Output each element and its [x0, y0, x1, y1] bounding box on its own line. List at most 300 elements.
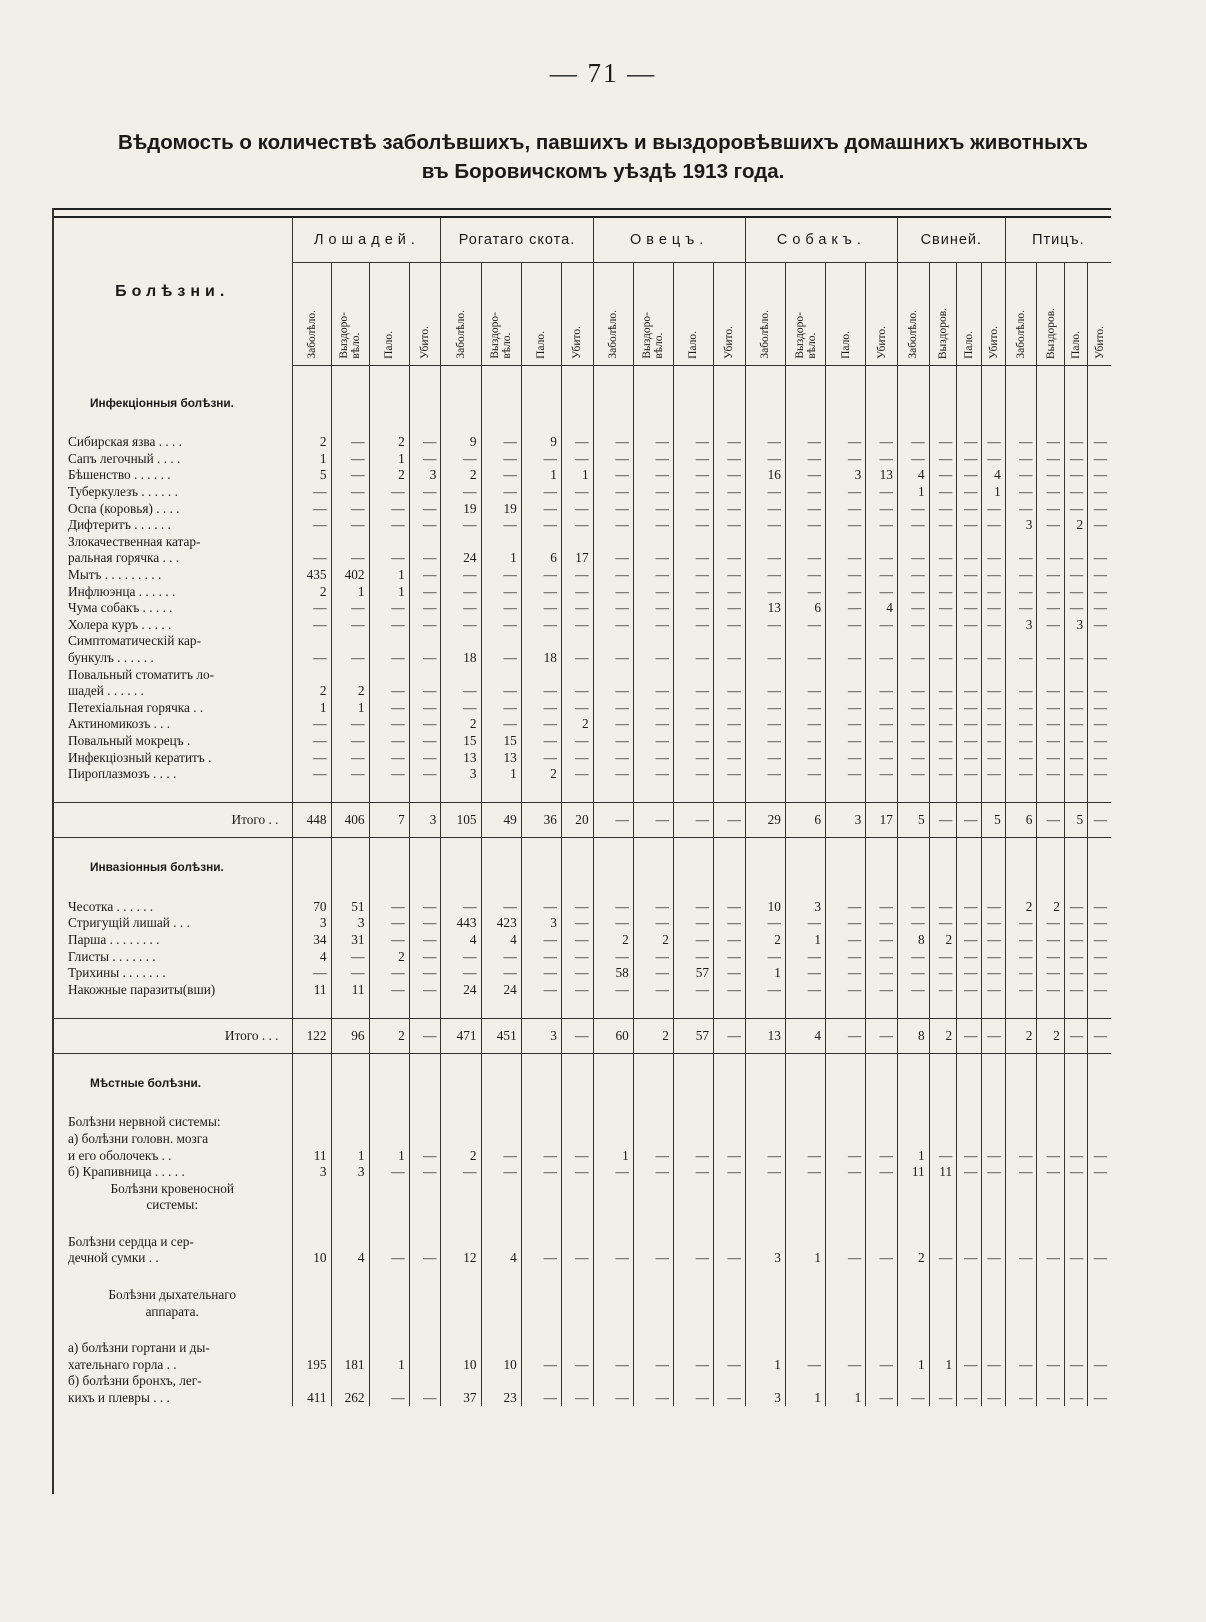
count-cell: 2 [441, 1147, 481, 1164]
table-row [52, 716, 1111, 733]
count-cell: — [866, 749, 898, 766]
count-cell: — [745, 749, 785, 766]
disease-name: Туберкулезъ . . . . . . [68, 484, 178, 500]
count-cell: — [409, 765, 441, 782]
count-cell: — [593, 450, 633, 467]
subcolumn-label: Заболѣло. [607, 310, 620, 359]
empty-cell [1088, 414, 1111, 434]
count-cell: — [745, 649, 785, 666]
count-cell: — [957, 516, 982, 533]
count-cell: — [1005, 931, 1037, 948]
count-cell: — [714, 765, 746, 782]
empty-cell [633, 1286, 673, 1303]
empty-cell [561, 1213, 593, 1233]
count-cell: 3 [745, 1250, 785, 1267]
count-cell: — [481, 649, 521, 666]
total-cell: — [982, 1018, 1005, 1053]
empty-cell [1088, 1233, 1111, 1250]
empty-cell [633, 1319, 673, 1339]
count-cell: — [1064, 649, 1087, 666]
count-cell: — [982, 1356, 1005, 1373]
count-cell: — [1064, 964, 1087, 981]
count-cell: — [897, 616, 929, 633]
count-cell: — [441, 450, 481, 467]
count-cell: — [409, 1147, 441, 1164]
empty-cell [521, 1339, 561, 1356]
count-cell: — [593, 682, 633, 699]
count-cell: — [673, 583, 713, 600]
empty-cell [673, 837, 713, 858]
empty-cell [866, 1053, 898, 1074]
count-cell: 3 [331, 1163, 369, 1180]
count-cell: — [785, 483, 825, 500]
count-cell: — [1037, 483, 1064, 500]
empty-cell [561, 394, 593, 414]
count-cell [369, 633, 409, 650]
text-row [52, 1130, 1111, 1147]
count-cell: — [897, 550, 929, 567]
empty-cell [673, 414, 713, 434]
count-cell: — [785, 500, 825, 517]
count-cell: — [593, 749, 633, 766]
empty-cell [1005, 1053, 1037, 1074]
empty-cell [331, 1130, 369, 1147]
count-cell: — [561, 1147, 593, 1164]
empty-cell [633, 782, 673, 803]
empty-cell [561, 1319, 593, 1339]
count-cell: 11 [331, 981, 369, 998]
empty-cell [866, 414, 898, 434]
subsection-heading-label: аппарата. [145, 1303, 199, 1319]
count-cell: — [866, 450, 898, 467]
empty-cell [52, 366, 293, 394]
subcolumn-label: Убито. [1093, 326, 1106, 359]
empty-cell [1064, 782, 1087, 803]
empty-cell [593, 1319, 633, 1339]
count-cell: 12 [441, 1250, 481, 1267]
count-cell: — [1005, 732, 1037, 749]
count-cell: — [331, 483, 369, 500]
count-cell: — [369, 931, 409, 948]
empty-cell [561, 1266, 593, 1286]
count-cell: — [714, 948, 746, 965]
count-cell: — [826, 450, 866, 467]
count-cell: — [369, 599, 409, 616]
count-cell: — [897, 682, 929, 699]
count-cell [593, 666, 633, 683]
count-cell: — [409, 583, 441, 600]
empty-cell [52, 414, 293, 434]
count-cell: 1 [897, 1356, 929, 1373]
count-cell: 3 [331, 915, 369, 932]
empty-cell [521, 394, 561, 414]
empty-cell [409, 998, 441, 1019]
count-cell: — [745, 434, 785, 451]
count-cell: — [369, 699, 409, 716]
empty-cell [1005, 1197, 1037, 1214]
count-cell: 1 [331, 699, 369, 716]
subcolumn-header [826, 263, 866, 366]
count-cell: — [982, 1163, 1005, 1180]
count-cell: — [1037, 434, 1064, 451]
empty-cell [369, 1303, 409, 1320]
empty-cell [929, 1114, 956, 1131]
empty-cell [331, 1197, 369, 1214]
count-cell: — [481, 616, 521, 633]
count-cell: — [897, 1389, 929, 1406]
count-cell: — [1005, 1250, 1037, 1267]
count-cell: — [1088, 516, 1111, 533]
empty-cell [714, 1303, 746, 1320]
empty-cell [409, 1180, 441, 1197]
empty-cell [826, 1233, 866, 1250]
empty-cell [1005, 1339, 1037, 1356]
spacer-row [52, 414, 1111, 434]
empty-cell [929, 1266, 956, 1286]
empty-cell [409, 414, 441, 434]
count-cell: — [957, 964, 982, 981]
count-cell: — [866, 616, 898, 633]
count-cell [982, 533, 1005, 550]
count-cell [1005, 666, 1037, 683]
count-cell: — [866, 898, 898, 915]
text-row-label: а) болѣзни гортани и ды- [68, 1340, 210, 1356]
empty-cell [785, 1339, 825, 1356]
count-cell [957, 633, 982, 650]
count-cell [1088, 633, 1111, 650]
count-cell: — [633, 616, 673, 633]
count-cell: — [1005, 682, 1037, 699]
count-cell: — [929, 981, 956, 998]
empty-cell [293, 1303, 331, 1320]
count-cell: — [293, 716, 331, 733]
empty-cell [369, 366, 409, 394]
count-cell [745, 666, 785, 683]
count-cell: — [826, 964, 866, 981]
count-cell: — [1088, 898, 1111, 915]
count-cell: — [633, 732, 673, 749]
count-cell: 2 [1064, 516, 1087, 533]
count-cell: — [441, 1163, 481, 1180]
animal-group-header: Овецъ. [593, 217, 745, 263]
empty-cell [369, 1130, 409, 1147]
empty-cell [982, 878, 1005, 898]
count-cell: — [1037, 500, 1064, 517]
count-cell [521, 633, 561, 650]
empty-cell [481, 1114, 521, 1131]
count-cell: — [957, 898, 982, 915]
empty-cell [929, 1303, 956, 1320]
empty-cell [521, 782, 561, 803]
empty-cell [982, 1074, 1005, 1094]
count-cell: — [866, 931, 898, 948]
empty-cell [331, 1114, 369, 1131]
empty-cell [673, 1319, 713, 1339]
section-heading-label: Мѣстные болѣзни. [90, 1076, 201, 1091]
empty-cell [409, 366, 441, 394]
empty-cell [957, 1197, 982, 1214]
count-cell: — [785, 467, 825, 484]
count-cell: — [897, 500, 929, 517]
count-cell: — [593, 1163, 633, 1180]
empty-cell [826, 1130, 866, 1147]
count-cell: 15 [441, 732, 481, 749]
count-cell: — [957, 450, 982, 467]
count-cell [481, 666, 521, 683]
subsection-heading [52, 1286, 1111, 1303]
empty-cell [409, 1074, 441, 1094]
count-cell: — [561, 516, 593, 533]
count-cell: — [369, 649, 409, 666]
count-cell: 70 [293, 898, 331, 915]
empty-cell [593, 1213, 633, 1233]
count-cell: — [593, 765, 633, 782]
spacer-row [52, 1266, 1111, 1286]
count-cell: — [673, 948, 713, 965]
count-cell: — [441, 964, 481, 981]
count-cell: — [593, 1389, 633, 1406]
total-cell: 60 [593, 1018, 633, 1053]
count-cell: — [331, 616, 369, 633]
spacer-row [52, 998, 1111, 1019]
empty-cell [982, 1130, 1005, 1147]
disease-name: шадей . . . . . . [68, 683, 144, 699]
empty-cell [866, 837, 898, 858]
count-cell: — [714, 500, 746, 517]
count-cell: — [561, 649, 593, 666]
count-cell: 1 [369, 1356, 409, 1373]
empty-cell [1005, 1233, 1037, 1250]
count-cell: 1 [369, 566, 409, 583]
empty-cell [293, 1180, 331, 1197]
count-cell [826, 533, 866, 550]
count-cell: 1 [293, 699, 331, 716]
empty-cell [409, 1319, 441, 1339]
count-cell: 3 [293, 915, 331, 932]
count-cell: — [521, 450, 561, 467]
empty-cell [1005, 1303, 1037, 1320]
empty-cell [866, 1266, 898, 1286]
empty-cell [293, 1130, 331, 1147]
count-cell: — [982, 1147, 1005, 1164]
count-cell: — [957, 1389, 982, 1406]
count-cell: 1 [826, 1389, 866, 1406]
count-cell [957, 666, 982, 683]
empty-cell [897, 782, 929, 803]
empty-cell [826, 1053, 866, 1074]
empty-cell [929, 414, 956, 434]
count-cell [929, 633, 956, 650]
count-cell: 58 [593, 964, 633, 981]
empty-cell [714, 998, 746, 1019]
empty-cell [826, 366, 866, 394]
empty-cell [441, 1303, 481, 1320]
count-cell: — [1064, 931, 1087, 948]
count-cell: — [481, 467, 521, 484]
total-cell: 5 [897, 802, 929, 837]
table-row [52, 964, 1111, 981]
empty-cell [331, 858, 369, 878]
count-cell: 2 [441, 467, 481, 484]
empty-cell [561, 1286, 593, 1303]
empty-cell [1037, 394, 1064, 414]
empty-cell [1088, 1266, 1111, 1286]
count-cell: — [293, 599, 331, 616]
table-row [52, 467, 1111, 484]
count-cell: — [826, 898, 866, 915]
total-cell: 49 [481, 802, 521, 837]
count-cell: — [1037, 948, 1064, 965]
count-cell: — [826, 483, 866, 500]
count-cell: 3 [1064, 616, 1087, 633]
subcolumn-header [745, 263, 785, 366]
empty-cell [561, 366, 593, 394]
empty-cell [441, 1197, 481, 1214]
disease-name: Дифтеритъ . . . . . . [68, 517, 171, 533]
count-cell: — [866, 1163, 898, 1180]
empty-cell [293, 1373, 331, 1390]
empty-cell [441, 1053, 481, 1074]
count-cell: — [866, 699, 898, 716]
count-cell: — [714, 566, 746, 583]
count-cell [441, 533, 481, 550]
count-cell: — [1064, 749, 1087, 766]
count-cell: 3 [293, 1163, 331, 1180]
count-cell: — [1037, 716, 1064, 733]
count-cell: — [866, 1250, 898, 1267]
empty-cell [714, 414, 746, 434]
count-cell: — [593, 716, 633, 733]
section-heading [52, 394, 1111, 414]
empty-cell [369, 998, 409, 1019]
empty-cell [1037, 1197, 1064, 1214]
count-cell: — [826, 1163, 866, 1180]
subcolumn-header [785, 263, 825, 366]
empty-cell [409, 1373, 441, 1390]
empty-cell [441, 1339, 481, 1356]
empty-cell [293, 998, 331, 1019]
total-cell: 17 [866, 802, 898, 837]
empty-cell [982, 414, 1005, 434]
count-cell: — [441, 483, 481, 500]
subsection-heading-label: Болѣзни кровеносной [110, 1180, 234, 1196]
count-cell: — [826, 1147, 866, 1164]
count-cell: — [714, 964, 746, 981]
count-cell: — [714, 599, 746, 616]
count-cell: — [785, 948, 825, 965]
statistics-table-wrapper [52, 208, 1111, 1406]
empty-cell [745, 782, 785, 803]
count-cell: — [593, 516, 633, 533]
count-cell: — [957, 616, 982, 633]
count-cell: — [957, 467, 982, 484]
count-cell: — [929, 749, 956, 766]
table-row [52, 583, 1111, 600]
count-cell: — [957, 765, 982, 782]
count-cell: 2 [369, 467, 409, 484]
empty-cell [826, 394, 866, 414]
count-cell: 10 [293, 1250, 331, 1267]
empty-cell [52, 878, 293, 898]
empty-cell [593, 1074, 633, 1094]
empty-cell [957, 1130, 982, 1147]
empty-cell [826, 878, 866, 898]
subcolumn-label: Пало. [687, 331, 700, 359]
count-cell: 31 [331, 931, 369, 948]
empty-cell [673, 1114, 713, 1131]
empty-cell [1037, 1286, 1064, 1303]
empty-cell [957, 1266, 982, 1286]
count-cell: — [714, 450, 746, 467]
empty-cell [633, 366, 673, 394]
count-cell: — [441, 616, 481, 633]
count-cell: 402 [331, 566, 369, 583]
count-cell: — [409, 964, 441, 981]
count-cell: — [957, 749, 982, 766]
count-cell: 8 [897, 931, 929, 948]
empty-cell [481, 1053, 521, 1074]
count-cell [982, 666, 1005, 683]
empty-cell [929, 858, 956, 878]
count-cell [1088, 666, 1111, 683]
empty-cell [293, 1197, 331, 1214]
subcolumn-label: Пало. [535, 331, 548, 359]
count-cell: — [369, 915, 409, 932]
count-cell: — [633, 1147, 673, 1164]
count-cell: — [673, 1147, 713, 1164]
count-cell: — [1088, 1389, 1111, 1406]
count-cell: — [785, 732, 825, 749]
empty-cell [745, 1094, 785, 1114]
empty-cell [52, 1319, 293, 1339]
count-cell: — [441, 516, 481, 533]
empty-cell [409, 1286, 441, 1303]
count-cell: — [957, 500, 982, 517]
empty-cell [866, 1197, 898, 1214]
total-cell: 3 [521, 1018, 561, 1053]
count-cell: — [293, 500, 331, 517]
subcolumn-header [1064, 263, 1087, 366]
total-cell: 2 [369, 1018, 409, 1053]
empty-cell [714, 1266, 746, 1286]
title-line-1: Вѣдомость о количествѣ заболѣвшихъ, павшихъ и выздоровѣвшихъ домашнихъ животныхъ [118, 131, 1088, 154]
empty-cell [561, 858, 593, 878]
count-cell: 2 [633, 931, 673, 948]
table-row [52, 682, 1111, 699]
count-cell: — [1088, 1147, 1111, 1164]
count-cell: — [785, 616, 825, 633]
count-cell: — [633, 516, 673, 533]
count-cell: — [409, 616, 441, 633]
header-group-row [52, 217, 1111, 263]
count-cell: — [745, 981, 785, 998]
empty-cell [1005, 1074, 1037, 1094]
count-cell: — [957, 915, 982, 932]
count-cell: — [929, 599, 956, 616]
empty-cell [441, 837, 481, 858]
empty-cell [633, 1303, 673, 1320]
count-cell: — [481, 483, 521, 500]
count-cell: — [1088, 1356, 1111, 1373]
count-cell: 1 [331, 1147, 369, 1164]
count-cell: — [897, 898, 929, 915]
empty-cell [897, 394, 929, 414]
empty-cell [593, 1303, 633, 1320]
empty-cell [521, 858, 561, 878]
count-cell: — [561, 981, 593, 998]
empty-cell [1037, 1114, 1064, 1131]
count-cell: — [521, 566, 561, 583]
